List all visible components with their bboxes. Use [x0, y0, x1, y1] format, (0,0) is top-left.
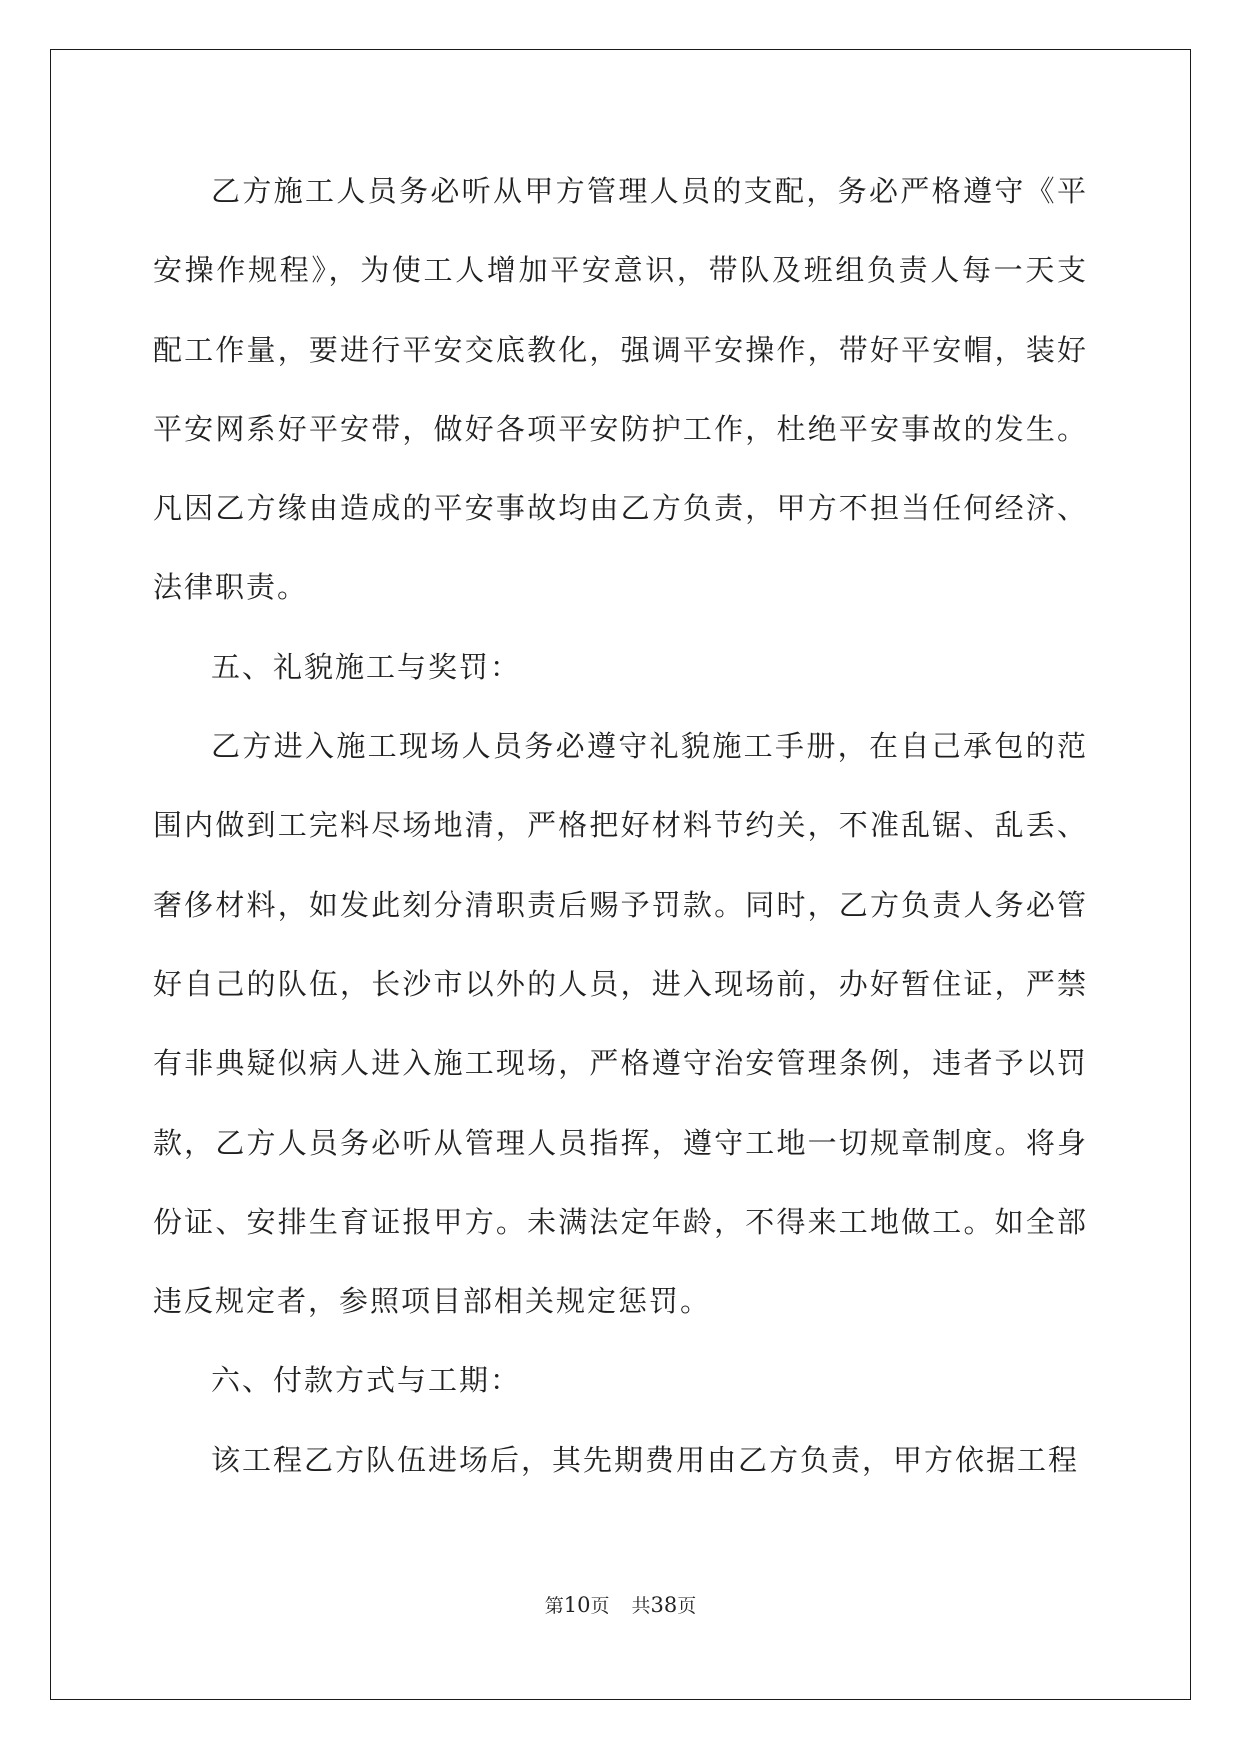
page-number: 10 — [563, 1593, 591, 1617]
total-pages: 38 — [650, 1593, 678, 1617]
paragraph-safety-rules: 乙方施工人员务必听从甲方管理人员的支配，务必严格遵守《平安操作规程》，为使工人增加平安意识，带队及班组负责人每一天支配工作量，要进行平安交底教化，强调平安操作，带好平安帽，装好平安网系好平安带，做好各项平安防护工作，杜绝平安事故的发生。凡因乙方缘由造成的平安事故均由乙方负责，甲方不担当任何经济、法律职责。 — [153, 174, 1088, 605]
total-prefix: 共 — [631, 1595, 651, 1617]
page-footer — [0, 1591, 1241, 1618]
document-body — [153, 152, 1088, 1500]
section-heading-payment-schedule: 六、付款方式与工期： — [211, 1363, 522, 1398]
paragraph-civilized-construction: 乙方进入施工现场人员务必遵守礼貌施工手册，在自己承包的范围内做到工完料尽场地清，严格把好材料节约关，不准乱锯、乱丢、奢侈材料，如发此刻分清职责后赐予罚款。同时，乙方负责人务必管好自己的队伍，长沙市以外的人员，进入现场前，办好暂住证，严禁有非典疑似病人进入施工现场，严格遵守治安管理条例，违者予以罚款，乙方人员务必听从管理人员指挥，遵守工地一切规章制度。将身份证、安排生育证报甲方。未满法定年龄，不得来工地做工。如全部违反规定者，参照项目部相关规定惩罚。 — [153, 729, 1088, 1319]
section-heading-civilized-construction: 五、礼貌施工与奖罚： — [211, 649, 522, 684]
page-suffix: 页 — [590, 1595, 610, 1617]
total-suffix: 页 — [677, 1595, 697, 1617]
paragraph-payment: 该工程乙方队伍进场后，其先期费用由乙方负责，甲方依据工程 — [211, 1442, 1080, 1477]
page-prefix: 第 — [544, 1595, 564, 1617]
